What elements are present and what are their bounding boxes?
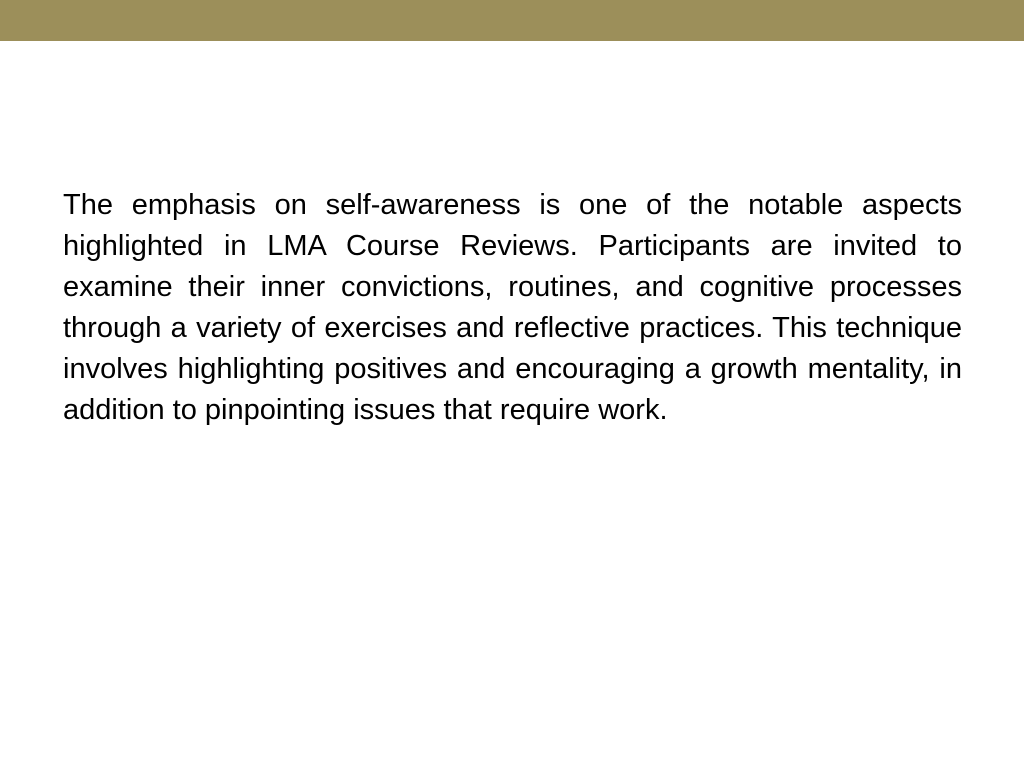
top-accent-bar [0, 0, 1024, 41]
slide-paragraph: The emphasis on self-awareness is one of the notable aspects highlighted in LMA Course Reviews. Participants are invited to examine their inner convictions, routines, and cognitive processes through a variety of exercises and reflective practices. This technique involves highlighting positives and encouraging a growth mentality, in addition to pinpointing issues that require work. [63, 189, 962, 426]
slide-body [63, 185, 962, 431]
